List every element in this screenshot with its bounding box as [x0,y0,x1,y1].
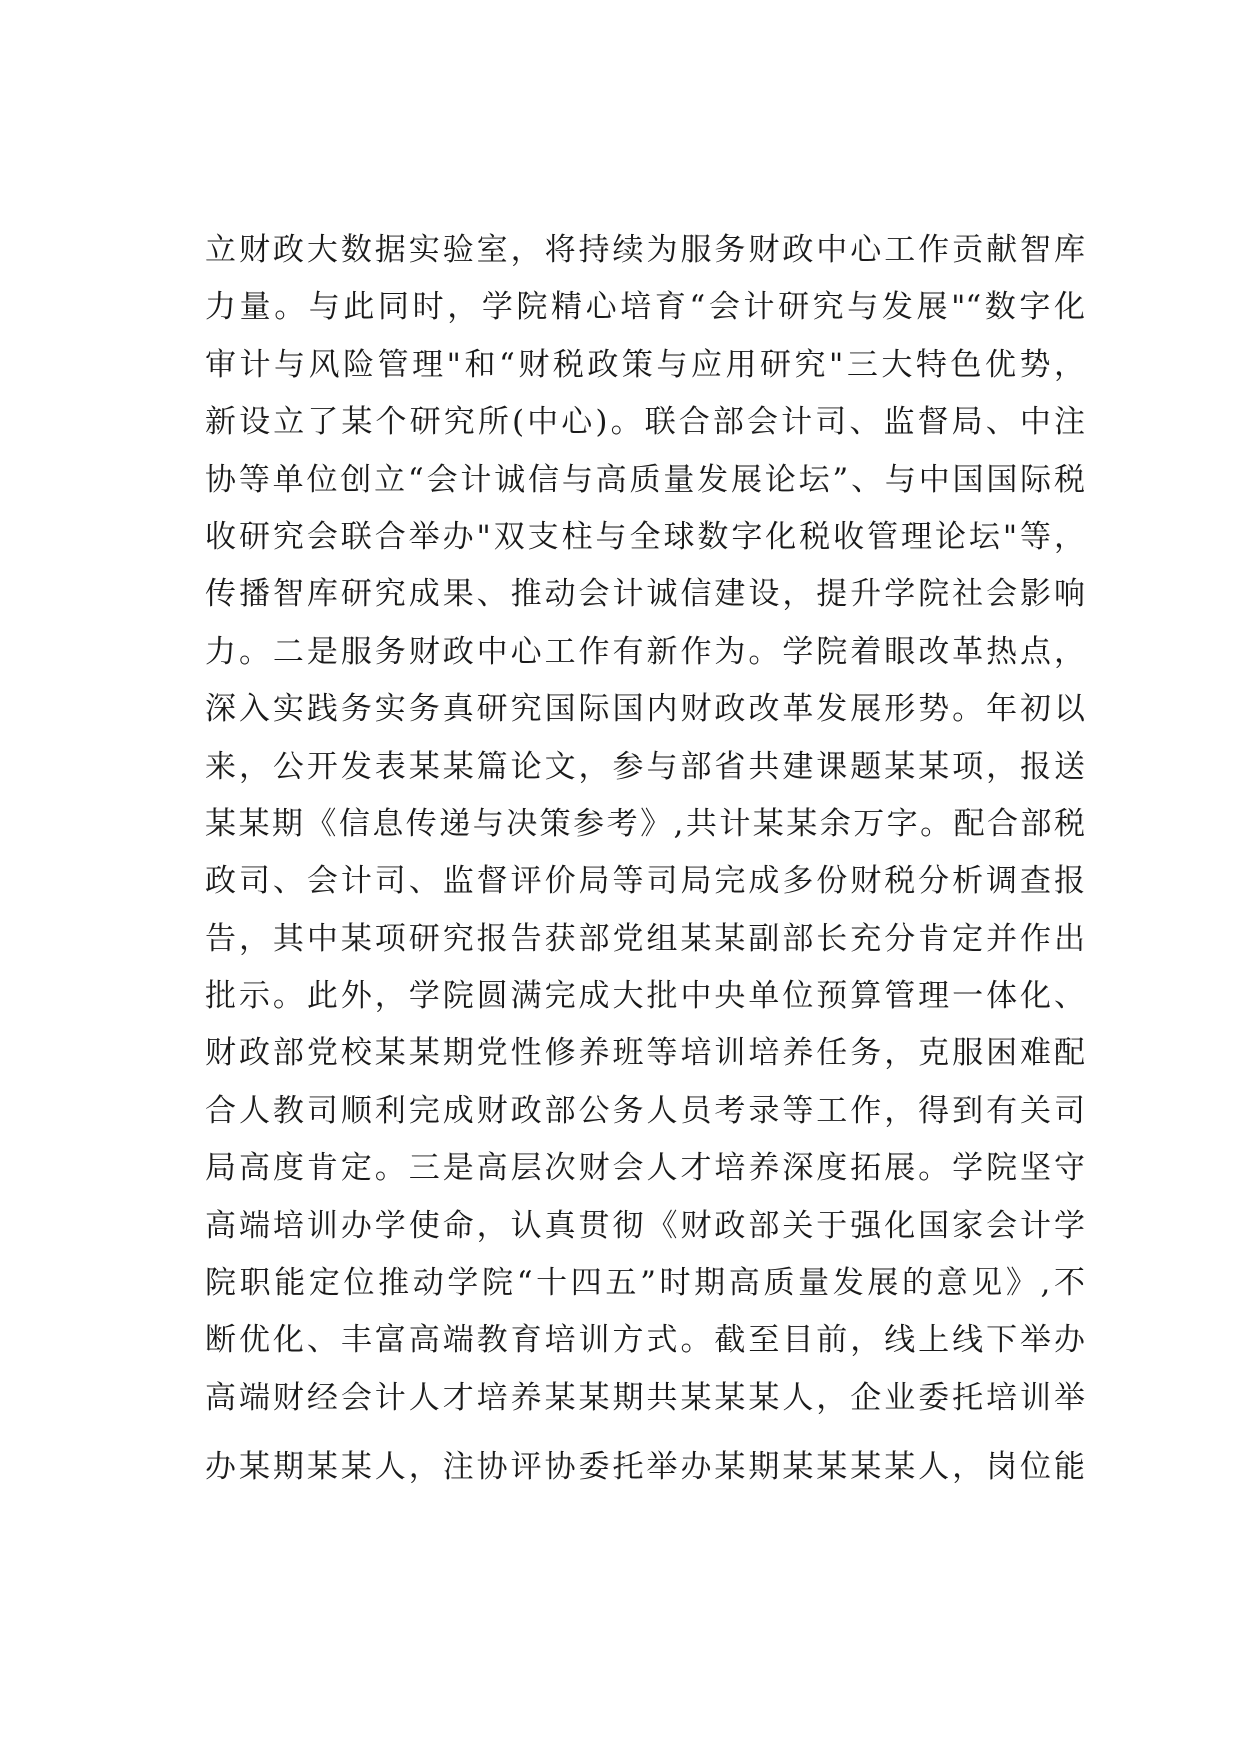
text-line: 告，其中某项研究报告获部党组某某副部长充分肯定并作出 [205,920,1085,957]
text-line: 院职能定位推动学院“十四五”时期高质量发展的意见》,不 [205,1265,1085,1302]
text-line: 高端培训办学使命，认真贯彻《财政部关于强化国家会计学 [205,1207,1085,1244]
body-paragraph [205,222,1085,1497]
text-line: 深入实践务实务真研究国际国内财政改革发展形势。年初以 [205,691,1085,728]
text-line: 合人教司顺利完成财政部公务人员考录等工作，得到有关司 [205,1092,1085,1129]
text-line: 收研究会联合举办"双支柱与全球数字化税收管理论坛"等， [205,518,1085,555]
text-line: 立财政大数据实验室，将持续为服务财政中心工作贡献智库 [205,232,1085,268]
text-line: 局高度肯定。三是高层次财会人才培养深度拓展。学院坚守 [205,1150,1085,1187]
text-line: 力。二是服务财政中心工作有新作为。学院着眼改革热点， [205,633,1085,670]
text-line: 来，公开发表某某篇论文，参与部省共建课题某某项，报送 [205,748,1085,785]
text-line: 财政部党校某某期党性修养班等培训培养任务，克服困难配 [205,1035,1085,1072]
text-line: 审计与风险管理"和“财税政策与应用研究"三大特色优势， [205,346,1085,383]
text-line: 办某期某某人，注协评协委托举办某期某某某某人，岗位能 [205,1449,1085,1486]
text-line: 力量。与此同时，学院精心培育“会计研究与发展"“数字化 [205,289,1085,326]
text-line: 某某期《信息传递与决策参考》,共计某某余万字。配合部税 [205,805,1085,842]
text-line: 传播智库研究成果、推动会计诚信建设，提升学院社会影响 [205,576,1085,613]
text-line: 断优化、丰富高端教育培训方式。截至目前，线上线下举办 [205,1322,1085,1359]
text-line: 新设立了某个研究所(中心)。联合部会计司、监督局、中注 [205,404,1085,441]
text-line: 高端财经会计人才培养某某期共某某某人，企业委托培训举 [205,1379,1085,1416]
text-line: 协等单位创立“会计诚信与高质量发展论坛”、与中国国际税 [205,461,1085,498]
text-line: 政司、会计司、监督评价局等司局完成多份财税分析调查报 [205,863,1085,900]
text-line: 批示。此外，学院圆满完成大批中央单位预算管理一体化、 [205,978,1085,1015]
